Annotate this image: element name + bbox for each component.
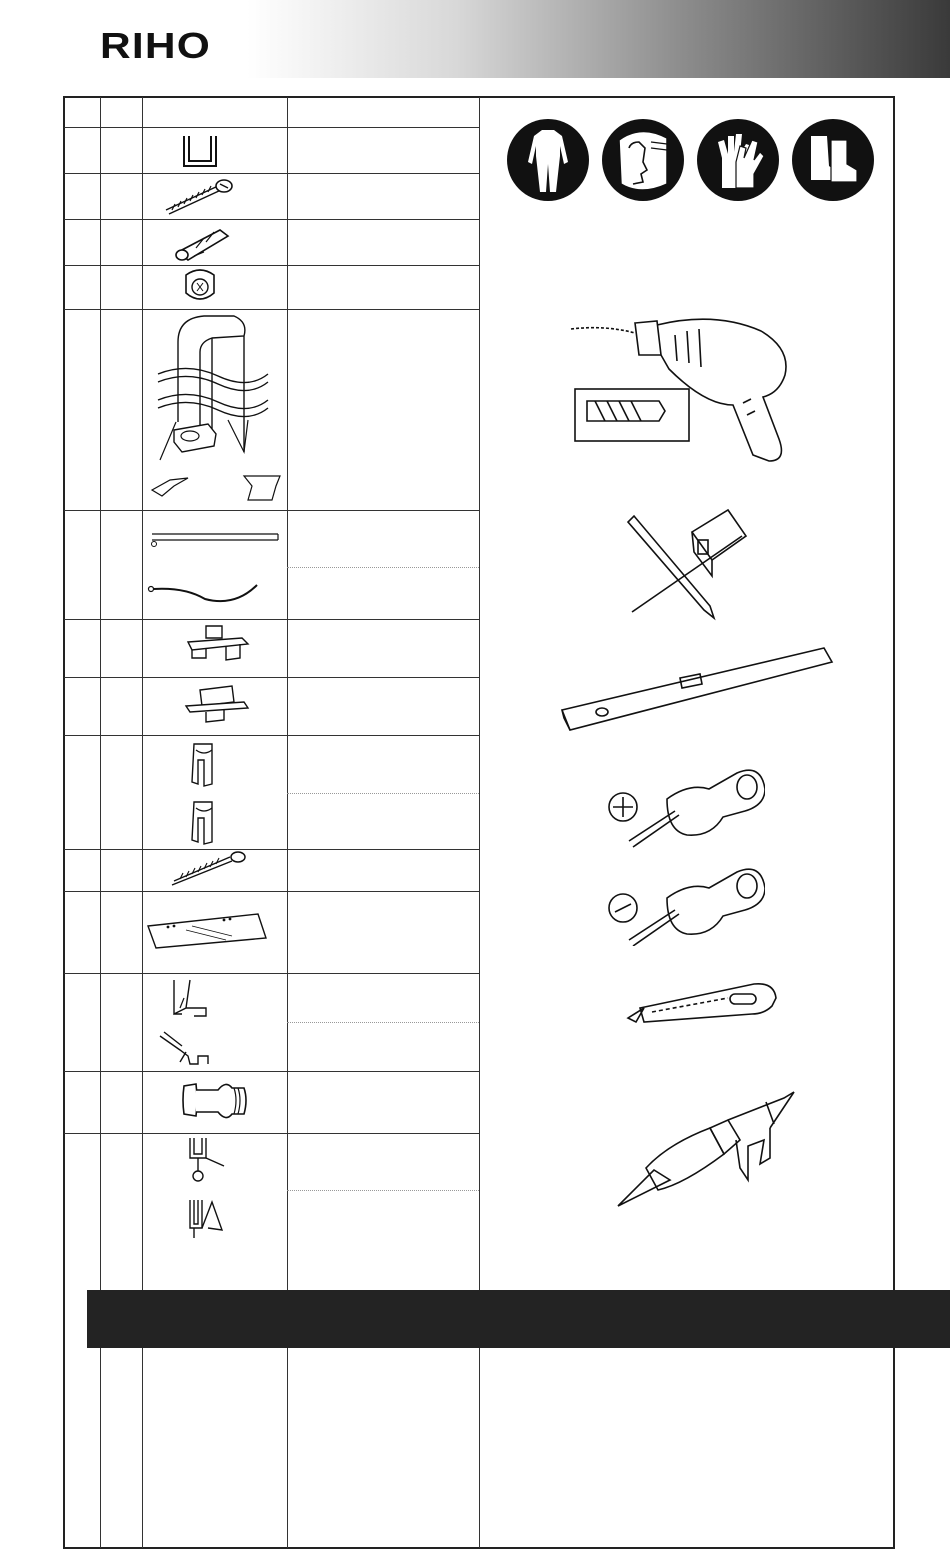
- row-subdivider: [287, 1022, 479, 1023]
- drill-icon: [565, 315, 805, 465]
- door-seal-icon: [184, 1136, 228, 1184]
- door-seal-icon: [184, 1196, 228, 1242]
- row-divider: [64, 309, 479, 310]
- header-bar: [0, 0, 950, 78]
- tape-measure-icon: [688, 506, 752, 580]
- row-divider: [64, 735, 479, 736]
- row-subdivider: [287, 1190, 479, 1191]
- corner-seal-icon: [156, 1028, 212, 1068]
- rod-icon: [148, 524, 282, 548]
- face-shield-icon: [601, 118, 685, 202]
- row-divider: [64, 1133, 479, 1134]
- cover-cap-icon: [178, 267, 222, 307]
- knob-icon: [178, 1076, 252, 1124]
- row-divider: [64, 849, 479, 850]
- silicone-gun-icon: [614, 1088, 810, 1212]
- row-divider: [64, 973, 479, 974]
- brand-logo: RIHO: [100, 25, 211, 66]
- gloves-icon: [696, 118, 780, 202]
- roller-top-icon: [182, 624, 252, 664]
- glass-panel-icon: [146, 910, 270, 950]
- row-divider: [64, 265, 479, 266]
- row-divider: [64, 891, 479, 892]
- safety-boots-icon: [791, 118, 875, 202]
- row-divider: [64, 127, 479, 128]
- footer-bar: [87, 1290, 950, 1348]
- roller-bottom-icon: [182, 684, 252, 726]
- overall-icon: [506, 118, 590, 202]
- utility-knife-icon: [624, 978, 780, 1028]
- long-screw-icon: [166, 851, 248, 889]
- cable-icon: [145, 577, 265, 607]
- flat-screwdriver-icon: [605, 860, 765, 946]
- spirit-level-icon: [552, 640, 834, 734]
- hinge-profile-set-icon: [148, 312, 284, 508]
- u-profile-icon: [180, 134, 220, 170]
- row-divider: [64, 677, 479, 678]
- row-subdivider: [287, 793, 479, 794]
- guide-clip-icon: [186, 740, 220, 790]
- guide-clip-icon: [186, 798, 220, 848]
- row-subdivider: [287, 567, 479, 568]
- row-divider: [64, 1071, 479, 1072]
- row-divider: [64, 619, 479, 620]
- row-divider: [64, 510, 479, 511]
- screw-icon: [160, 176, 240, 216]
- corner-seal-icon: [160, 978, 212, 1018]
- row-divider: [64, 219, 479, 220]
- phillips-screwdriver-icon: [605, 765, 765, 851]
- row-divider: [64, 173, 479, 174]
- wall-plug-icon: [170, 222, 240, 262]
